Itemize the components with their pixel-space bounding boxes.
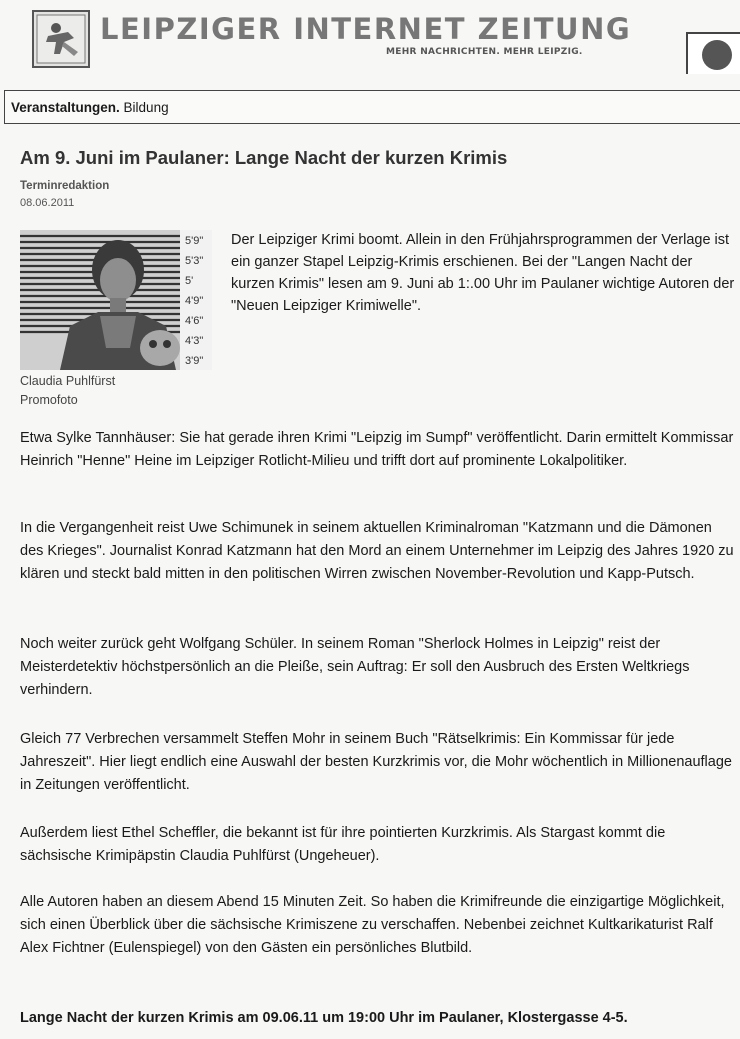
article-paragraph: Gleich 77 Verbrechen versammelt Steffen Mohr in seinem Buch "Rätselkrimis: Ein Kommissar für jede Jahreszeit". Hier liegt endlich eine Auswahl der besten Kurzkrimis vor, die Mohr wöchentlich in Millionenauflage in Zeitungen veröffentlicht. bbox=[20, 731, 732, 793]
article-paragraph: Alle Autoren haben an diesem Abend 15 Minuten Zeit. So haben die Krimifreunde die einzigartige Möglichkeit, sich einen Überblick über die sächsische Krimiszene zu verschaffen. Nebenbei zeichnet Kultkarikaturist Ralf Alex Fichtner (Eulenspiegel) von den Gästen ein persönliches Blutbild. bbox=[20, 894, 725, 956]
breadcrumb bbox=[4, 90, 740, 124]
article-paragraph: Noch weiter zurück geht Wolfgang Schüler. In seinem Roman "Sherlock Holmes in Leipzig" reist der Meisterdetektiv höchstpersönlich an die Pleiße, sein Auftrag: Er soll den Ausbruch des Ersten Weltkriegs verhindern. bbox=[20, 636, 690, 698]
article-intro: Der Leipziger Krimi boomt. Allein in den Frühjahrsprogrammen der Verlage ist ein ganzer Stapel Leipzig-Krimis erschienen. Bei der "Langen Nacht der kurzen Krimis" lesen am 9. Juni ab 1:.00 Uhr im Paulaner wichtige Autoren der "Neuen Leipziger Krimiwelle". bbox=[231, 232, 735, 314]
height-mark: 4'6" bbox=[185, 315, 204, 327]
brand-name[interactable]: LEIPZIGER INTERNET ZEITUNG bbox=[100, 12, 632, 46]
photo-credit: Promofoto bbox=[20, 393, 78, 407]
article-paragraph: Außerdem liest Ethel Scheffler, die bekannt ist für ihre pointierten Kurzkrimis. Als Stargast kommt die sächsische Krimipäpstin Claudia Puhlfürst (Ungeheuer). bbox=[20, 825, 666, 864]
article-title: Am 9. Juni im Paulaner: Lange Nacht der kurzen Krimis bbox=[20, 147, 508, 168]
height-mark: 5' bbox=[185, 275, 194, 287]
height-mark: 5'3" bbox=[185, 255, 204, 267]
event-details: Lange Nacht der kurzen Krimis am 09.06.11 um 19:00 Uhr im Paulaner, Klostergasse 4-5. bbox=[20, 1010, 628, 1026]
article-photo bbox=[20, 230, 212, 370]
site-header bbox=[0, 0, 740, 80]
breadcrumb-section[interactable]: Veranstaltungen. bbox=[11, 100, 120, 115]
breadcrumb-subsection[interactable]: Bildung bbox=[123, 100, 169, 115]
photo-caption: Claudia Puhlfürst bbox=[20, 374, 116, 388]
newspaper-logo-icon[interactable] bbox=[32, 10, 90, 68]
brand-tagline: MEHR NACHRICHTEN. MEHR LEIPZIG. bbox=[386, 47, 583, 57]
article-author: Terminredaktion bbox=[20, 180, 110, 192]
article-paragraph: Etwa Sylke Tannhäuser: Sie hat gerade ihren Krimi "Leipzig im Sumpf" veröffentlicht. Darin ermittelt Kommissar Heinrich "Henne" Heine im Leipziger Rotlicht-Milieu und trifft dort auf prominente Lokalpolitiker. bbox=[20, 430, 734, 469]
height-mark: 3'9" bbox=[185, 355, 204, 367]
height-mark: 4'9" bbox=[185, 295, 204, 307]
article-date: 08.06.2011 bbox=[20, 197, 75, 209]
height-mark: 4'3" bbox=[185, 335, 204, 347]
article-paragraph: In die Vergangenheit reist Uwe Schimunek in seinem aktuellen Kriminalroman "Katzmann und die Dämonen des Krieges". Journalist Konrad Katzmann hat den Mord an einem Unternehmer im Leipzig des Jahres 1920 zu klären und steckt bald mitten in den politischen Wirren zwischen November-Revolution und Kapp-Putsch. bbox=[20, 520, 734, 582]
height-mark: 5'9" bbox=[185, 235, 204, 247]
corner-circle-icon bbox=[686, 32, 740, 74]
